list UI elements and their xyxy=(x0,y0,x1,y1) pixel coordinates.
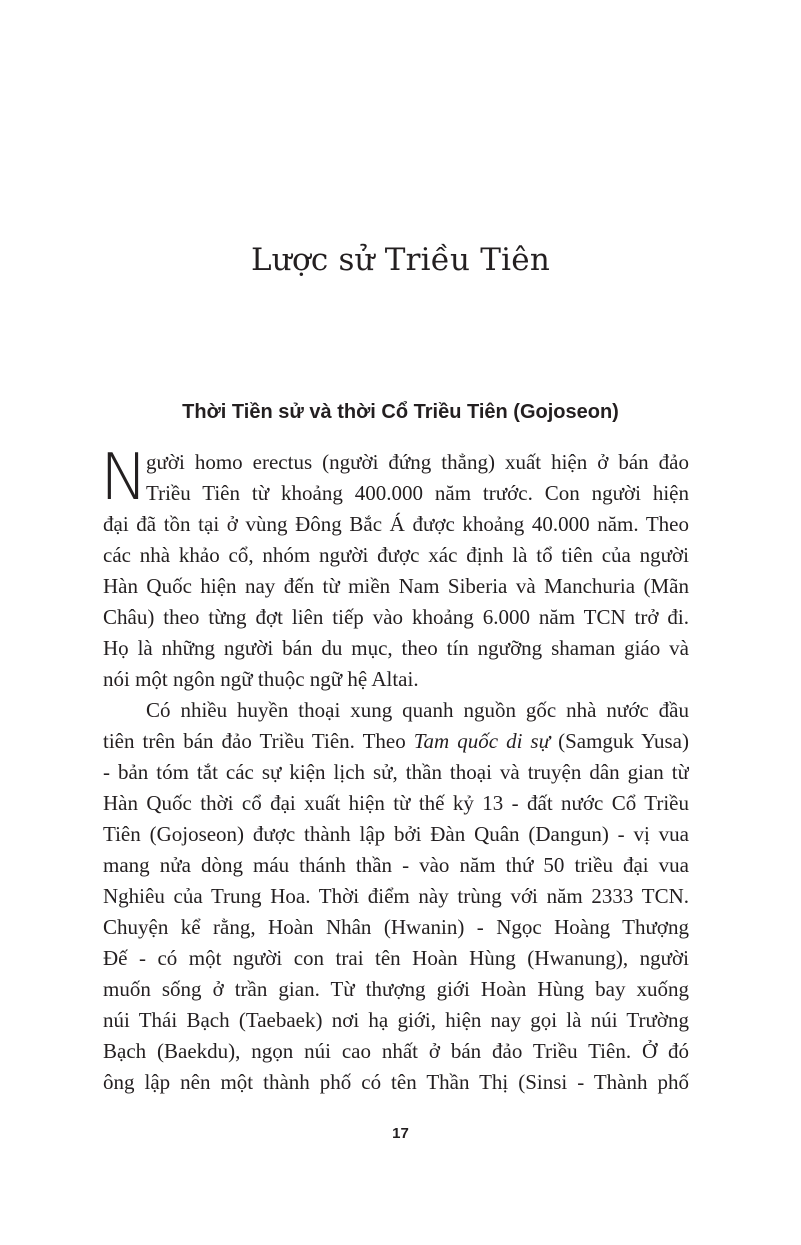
paragraph-2-line-12: Bạch (Baekdu), ngọn núi cao nhất ở bán đảo Triều Tiên. Ở đó xyxy=(103,1039,689,1063)
paragraph-2-line-2-before: tiên trên bán đảo Triều Tiên. Theo xyxy=(103,729,414,753)
paragraph-2-line-13: ông lập nên một thành phố có tên Thần Thị (Sinsi - Thành phố xyxy=(103,1070,689,1094)
paragraph-2-line-11: núi Thái Bạch (Taebaek) nơi hạ giới, hiện nay gọi là núi Trường xyxy=(103,1008,689,1032)
body-text xyxy=(100,441,689,1098)
paragraph-2-line-5: Tiên (Gojoseon) được thành lập bởi Đàn Quân (Dangun) - vị vua xyxy=(103,822,689,846)
paragraph-1-line-2: Triều Tiên từ khoảng 400.000 năm trước. Con người hiện xyxy=(146,481,689,505)
paragraph-2-line-10: muốn sống ở trần gian. Từ thượng giới Hoàn Hùng bay xuống xyxy=(103,977,689,1001)
paragraph-1 xyxy=(100,441,689,695)
paragraph-2-line-2-after: (Samguk Yusa) xyxy=(550,729,689,753)
paragraph-1-line-4: các nhà khảo cổ, nhóm người được xác định là tổ tiên của người xyxy=(103,543,689,567)
paragraph-1-line-7: Họ là những người bán du mục, theo tín ngưỡng shaman giáo và xyxy=(103,636,689,660)
paragraph-2-line-2 xyxy=(103,726,689,757)
paragraph-2-line-8: Chuyện kể rằng, Hoàn Nhân (Hwanin) - Ngọc Hoàng Thượng xyxy=(103,915,689,939)
paragraph-2-line-1: Có nhiều huyền thoại xung quanh nguồn gốc nhà nước đầu xyxy=(146,698,689,722)
paragraph-1-line-6: Châu) theo từng đợt liên tiếp vào khoảng 6.000 năm TCN trở đi. xyxy=(103,605,689,629)
book-title-italic: Tam quốc di sự xyxy=(413,729,551,753)
page-number: 17 xyxy=(392,1125,409,1142)
paragraph-2 xyxy=(103,695,689,1098)
paragraph-2-line-9: Đế - có một người con trai tên Hoàn Hùng (Hwanung), người xyxy=(103,946,689,970)
paragraph-2-line-6: mang nửa dòng máu thánh thần - vào năm thứ 50 triều đại vua xyxy=(103,853,689,877)
paragraph-2-line-3: - bản tóm tắt các sự kiện lịch sử, thần thoại và truyện dân gian từ xyxy=(103,760,689,784)
paragraph-2-line-7: Nghiêu của Trung Hoa. Thời điểm này trùng với năm 2333 TCN. xyxy=(103,884,689,908)
paragraph-1-line-8: nói một ngôn ngữ thuộc ngữ hệ Altai. xyxy=(103,667,419,691)
paragraph-1-line-3: đại đã tồn tại ở vùng Đông Bắc Á được khoảng 40.000 năm. Theo xyxy=(103,512,689,536)
paragraph-1-line-1: gười homo erectus (người đứng thẳng) xuất hiện ở bán đảo xyxy=(146,450,689,474)
paragraph-1-line-5: Hàn Quốc hiện nay đến từ miền Nam Siberia và Manchuria (Mãn xyxy=(103,574,689,598)
section-heading: Thời Tiền sử và thời Cổ Triều Tiên (Gojoseon) xyxy=(182,401,619,423)
paragraph-2-line-4: Hàn Quốc thời cổ đại xuất hiện từ thế kỷ 13 - đất nước Cổ Triều xyxy=(103,791,689,815)
drop-cap: N xyxy=(100,441,148,515)
chapter-title: Lược sử Triều Tiên xyxy=(251,242,550,278)
